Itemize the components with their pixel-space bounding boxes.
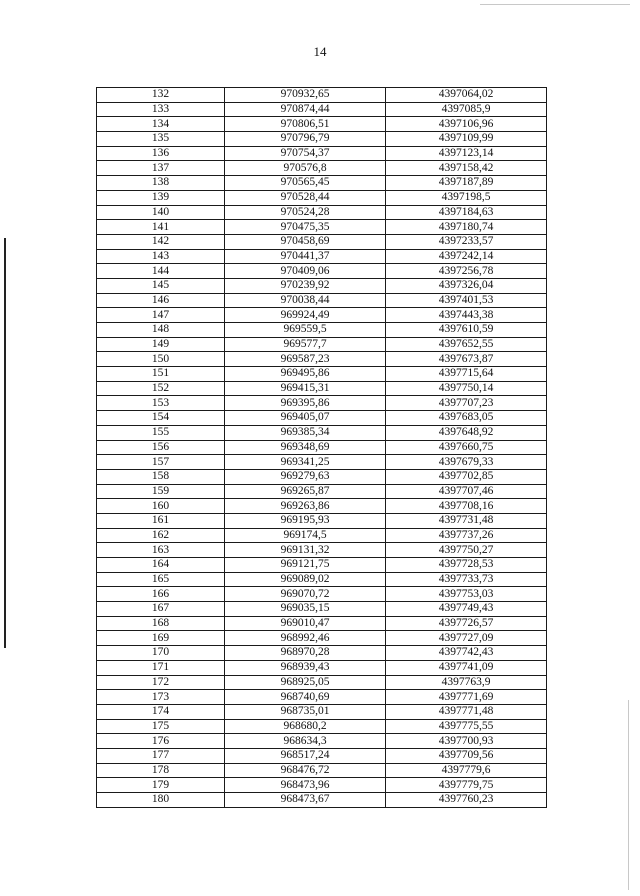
x-coordinate-cell: 968517,24 [225, 748, 386, 763]
table-row [97, 484, 547, 499]
x-coordinate-cell: 969415,31 [225, 381, 386, 396]
table-row [97, 543, 547, 558]
point-number-cell: 172 [97, 675, 225, 690]
x-coordinate-cell: 970565,45 [225, 176, 386, 191]
x-coordinate-cell: 969279,63 [225, 469, 386, 484]
point-number-cell: 175 [97, 719, 225, 734]
point-number-cell: 142 [97, 234, 225, 249]
point-number-cell: 155 [97, 425, 225, 440]
table-row [97, 367, 547, 382]
point-number-cell: 145 [97, 278, 225, 293]
x-coordinate-cell: 968634,3 [225, 734, 386, 749]
y-coordinate-cell: 4397771,69 [386, 690, 547, 705]
point-number-cell: 146 [97, 293, 225, 308]
point-number-cell: 174 [97, 704, 225, 719]
point-number-cell: 169 [97, 631, 225, 646]
point-number-cell: 162 [97, 528, 225, 543]
y-coordinate-cell: 4397109,99 [386, 132, 547, 147]
x-coordinate-cell: 969131,32 [225, 543, 386, 558]
point-number-cell: 163 [97, 543, 225, 558]
y-coordinate-cell: 4397727,09 [386, 631, 547, 646]
x-coordinate-cell: 970441,37 [225, 249, 386, 264]
y-coordinate-cell: 4397648,92 [386, 425, 547, 440]
point-number-cell: 133 [97, 102, 225, 117]
y-coordinate-cell: 4397779,75 [386, 778, 547, 793]
x-coordinate-cell: 968970,28 [225, 646, 386, 661]
y-coordinate-cell: 4397737,26 [386, 528, 547, 543]
point-number-cell: 167 [97, 602, 225, 617]
point-number-cell: 137 [97, 161, 225, 176]
x-coordinate-cell: 968925,05 [225, 675, 386, 690]
table-row [97, 411, 547, 426]
y-coordinate-cell: 4397326,04 [386, 278, 547, 293]
table-row [97, 469, 547, 484]
y-coordinate-cell: 4397443,38 [386, 308, 547, 323]
table-row [97, 646, 547, 661]
x-coordinate-cell: 970038,44 [225, 293, 386, 308]
x-coordinate-cell: 969089,02 [225, 572, 386, 587]
table-row [97, 102, 547, 117]
point-number-cell: 134 [97, 117, 225, 132]
y-coordinate-cell: 4397708,16 [386, 499, 547, 514]
table-row [97, 146, 547, 161]
y-coordinate-cell: 4397660,75 [386, 440, 547, 455]
table-row [97, 190, 547, 205]
x-coordinate-cell: 969265,87 [225, 484, 386, 499]
table-row [97, 499, 547, 514]
x-coordinate-cell: 970754,37 [225, 146, 386, 161]
y-coordinate-cell: 4397242,14 [386, 249, 547, 264]
y-coordinate-cell: 4397726,57 [386, 616, 547, 631]
point-number-cell: 144 [97, 264, 225, 279]
point-number-cell: 153 [97, 396, 225, 411]
y-coordinate-cell: 4397064,02 [386, 88, 547, 103]
y-coordinate-cell: 4397779,6 [386, 763, 547, 778]
x-coordinate-cell: 969405,07 [225, 411, 386, 426]
point-number-cell: 150 [97, 352, 225, 367]
point-number-cell: 143 [97, 249, 225, 264]
point-number-cell: 179 [97, 778, 225, 793]
table-row [97, 176, 547, 191]
table-row [97, 719, 547, 734]
table-row [97, 278, 547, 293]
point-number-cell: 160 [97, 499, 225, 514]
x-coordinate-cell: 969385,34 [225, 425, 386, 440]
point-number-cell: 136 [97, 146, 225, 161]
x-coordinate-cell: 970796,79 [225, 132, 386, 147]
y-coordinate-cell: 4397180,74 [386, 220, 547, 235]
point-number-cell: 178 [97, 763, 225, 778]
table-row [97, 117, 547, 132]
y-coordinate-cell: 4397728,53 [386, 558, 547, 573]
x-coordinate-cell: 970475,35 [225, 220, 386, 235]
y-coordinate-cell: 4397106,96 [386, 117, 547, 132]
point-number-cell: 173 [97, 690, 225, 705]
table-row [97, 308, 547, 323]
point-number-cell: 157 [97, 455, 225, 470]
y-coordinate-cell: 4397158,42 [386, 161, 547, 176]
table-row [97, 220, 547, 235]
scan-artifact-left [4, 238, 6, 648]
table-row [97, 558, 547, 573]
point-number-cell: 138 [97, 176, 225, 191]
x-coordinate-cell: 969121,75 [225, 558, 386, 573]
table-row [97, 778, 547, 793]
table-row [97, 396, 547, 411]
x-coordinate-cell: 970576,8 [225, 161, 386, 176]
table-row [97, 572, 547, 587]
x-coordinate-cell: 969070,72 [225, 587, 386, 602]
point-number-cell: 171 [97, 660, 225, 675]
x-coordinate-cell: 970528,44 [225, 190, 386, 205]
x-coordinate-cell: 968992,46 [225, 631, 386, 646]
x-coordinate-cell: 969577,7 [225, 337, 386, 352]
x-coordinate-cell: 968939,43 [225, 660, 386, 675]
x-coordinate-cell: 968680,2 [225, 719, 386, 734]
point-number-cell: 140 [97, 205, 225, 220]
table-row [97, 249, 547, 264]
point-number-cell: 180 [97, 793, 225, 808]
point-number-cell: 141 [97, 220, 225, 235]
x-coordinate-cell: 969341,25 [225, 455, 386, 470]
point-number-cell: 139 [97, 190, 225, 205]
table-row [97, 264, 547, 279]
y-coordinate-cell: 4397233,57 [386, 234, 547, 249]
y-coordinate-cell: 4397401,53 [386, 293, 547, 308]
point-number-cell: 161 [97, 513, 225, 528]
table-row [97, 337, 547, 352]
x-coordinate-cell: 969395,86 [225, 396, 386, 411]
y-coordinate-cell: 4397187,89 [386, 176, 547, 191]
y-coordinate-cell: 4397123,14 [386, 146, 547, 161]
x-coordinate-cell: 968473,96 [225, 778, 386, 793]
table-row [97, 793, 547, 808]
point-number-cell: 152 [97, 381, 225, 396]
table-row [97, 602, 547, 617]
x-coordinate-cell: 969195,93 [225, 513, 386, 528]
y-coordinate-cell: 4397763,9 [386, 675, 547, 690]
point-number-cell: 135 [97, 132, 225, 147]
point-number-cell: 159 [97, 484, 225, 499]
y-coordinate-cell: 4397709,56 [386, 748, 547, 763]
table-row [97, 352, 547, 367]
y-coordinate-cell: 4397702,85 [386, 469, 547, 484]
table-row [97, 440, 547, 455]
point-number-cell: 132 [97, 88, 225, 103]
y-coordinate-cell: 4397749,43 [386, 602, 547, 617]
table-row [97, 323, 547, 338]
y-coordinate-cell: 4397731,48 [386, 513, 547, 528]
point-number-cell: 154 [97, 411, 225, 426]
point-number-cell: 158 [97, 469, 225, 484]
point-number-cell: 165 [97, 572, 225, 587]
point-number-cell: 168 [97, 616, 225, 631]
y-coordinate-cell: 4397707,23 [386, 396, 547, 411]
y-coordinate-cell: 4397750,27 [386, 543, 547, 558]
table-row [97, 616, 547, 631]
y-coordinate-cell: 4397771,48 [386, 704, 547, 719]
table-row [97, 704, 547, 719]
x-coordinate-cell: 969587,23 [225, 352, 386, 367]
table-row [97, 425, 547, 440]
point-number-cell: 148 [97, 323, 225, 338]
table-row [97, 660, 547, 675]
table-row [97, 734, 547, 749]
x-coordinate-cell: 968740,69 [225, 690, 386, 705]
table-row [97, 132, 547, 147]
table-row [97, 748, 547, 763]
x-coordinate-cell: 969174,5 [225, 528, 386, 543]
y-coordinate-cell: 4397750,14 [386, 381, 547, 396]
x-coordinate-cell: 969924,49 [225, 308, 386, 323]
point-number-cell: 149 [97, 337, 225, 352]
point-number-cell: 177 [97, 748, 225, 763]
x-coordinate-cell: 968735,01 [225, 704, 386, 719]
x-coordinate-cell: 968476,72 [225, 763, 386, 778]
point-number-cell: 170 [97, 646, 225, 661]
coordinates-table [96, 87, 547, 808]
y-coordinate-cell: 4397198,5 [386, 190, 547, 205]
y-coordinate-cell: 4397753,03 [386, 587, 547, 602]
table-row [97, 161, 547, 176]
x-coordinate-cell: 969559,5 [225, 323, 386, 338]
x-coordinate-cell: 970806,51 [225, 117, 386, 132]
x-coordinate-cell: 969495,86 [225, 367, 386, 382]
y-coordinate-cell: 4397652,55 [386, 337, 547, 352]
table-row [97, 205, 547, 220]
table-row [97, 690, 547, 705]
x-coordinate-cell: 970409,06 [225, 264, 386, 279]
y-coordinate-cell: 4397707,46 [386, 484, 547, 499]
x-coordinate-cell: 970524,28 [225, 205, 386, 220]
point-number-cell: 164 [97, 558, 225, 573]
y-coordinate-cell: 4397679,33 [386, 455, 547, 470]
y-coordinate-cell: 4397733,73 [386, 572, 547, 587]
table-row [97, 528, 547, 543]
y-coordinate-cell: 4397715,64 [386, 367, 547, 382]
table-row [97, 88, 547, 103]
scan-artifact-top [480, 4, 630, 5]
point-number-cell: 166 [97, 587, 225, 602]
table-row [97, 587, 547, 602]
y-coordinate-cell: 4397610,59 [386, 323, 547, 338]
y-coordinate-cell: 4397184,63 [386, 205, 547, 220]
y-coordinate-cell: 4397741,09 [386, 660, 547, 675]
y-coordinate-cell: 4397700,93 [386, 734, 547, 749]
table-row [97, 455, 547, 470]
table-row [97, 763, 547, 778]
y-coordinate-cell: 4397775,55 [386, 719, 547, 734]
x-coordinate-cell: 970874,44 [225, 102, 386, 117]
scan-artifact-right [628, 700, 629, 890]
x-coordinate-cell: 970239,92 [225, 278, 386, 293]
y-coordinate-cell: 4397760,23 [386, 793, 547, 808]
x-coordinate-cell: 969348,69 [225, 440, 386, 455]
x-coordinate-cell: 968473,67 [225, 793, 386, 808]
table-row [97, 631, 547, 646]
point-number-cell: 151 [97, 367, 225, 382]
coordinates-table-body [97, 88, 547, 808]
y-coordinate-cell: 4397256,78 [386, 264, 547, 279]
x-coordinate-cell: 969263,86 [225, 499, 386, 514]
table-row [97, 234, 547, 249]
y-coordinate-cell: 4397673,87 [386, 352, 547, 367]
table-row [97, 675, 547, 690]
x-coordinate-cell: 970458,69 [225, 234, 386, 249]
point-number-cell: 156 [97, 440, 225, 455]
table-row [97, 293, 547, 308]
x-coordinate-cell: 969035,15 [225, 602, 386, 617]
x-coordinate-cell: 969010,47 [225, 616, 386, 631]
table-row [97, 513, 547, 528]
x-coordinate-cell: 970932,65 [225, 88, 386, 103]
table-row [97, 381, 547, 396]
y-coordinate-cell: 4397085,9 [386, 102, 547, 117]
y-coordinate-cell: 4397683,05 [386, 411, 547, 426]
point-number-cell: 147 [97, 308, 225, 323]
point-number-cell: 176 [97, 734, 225, 749]
page-number: 14 [313, 44, 327, 59]
y-coordinate-cell: 4397742,43 [386, 646, 547, 661]
